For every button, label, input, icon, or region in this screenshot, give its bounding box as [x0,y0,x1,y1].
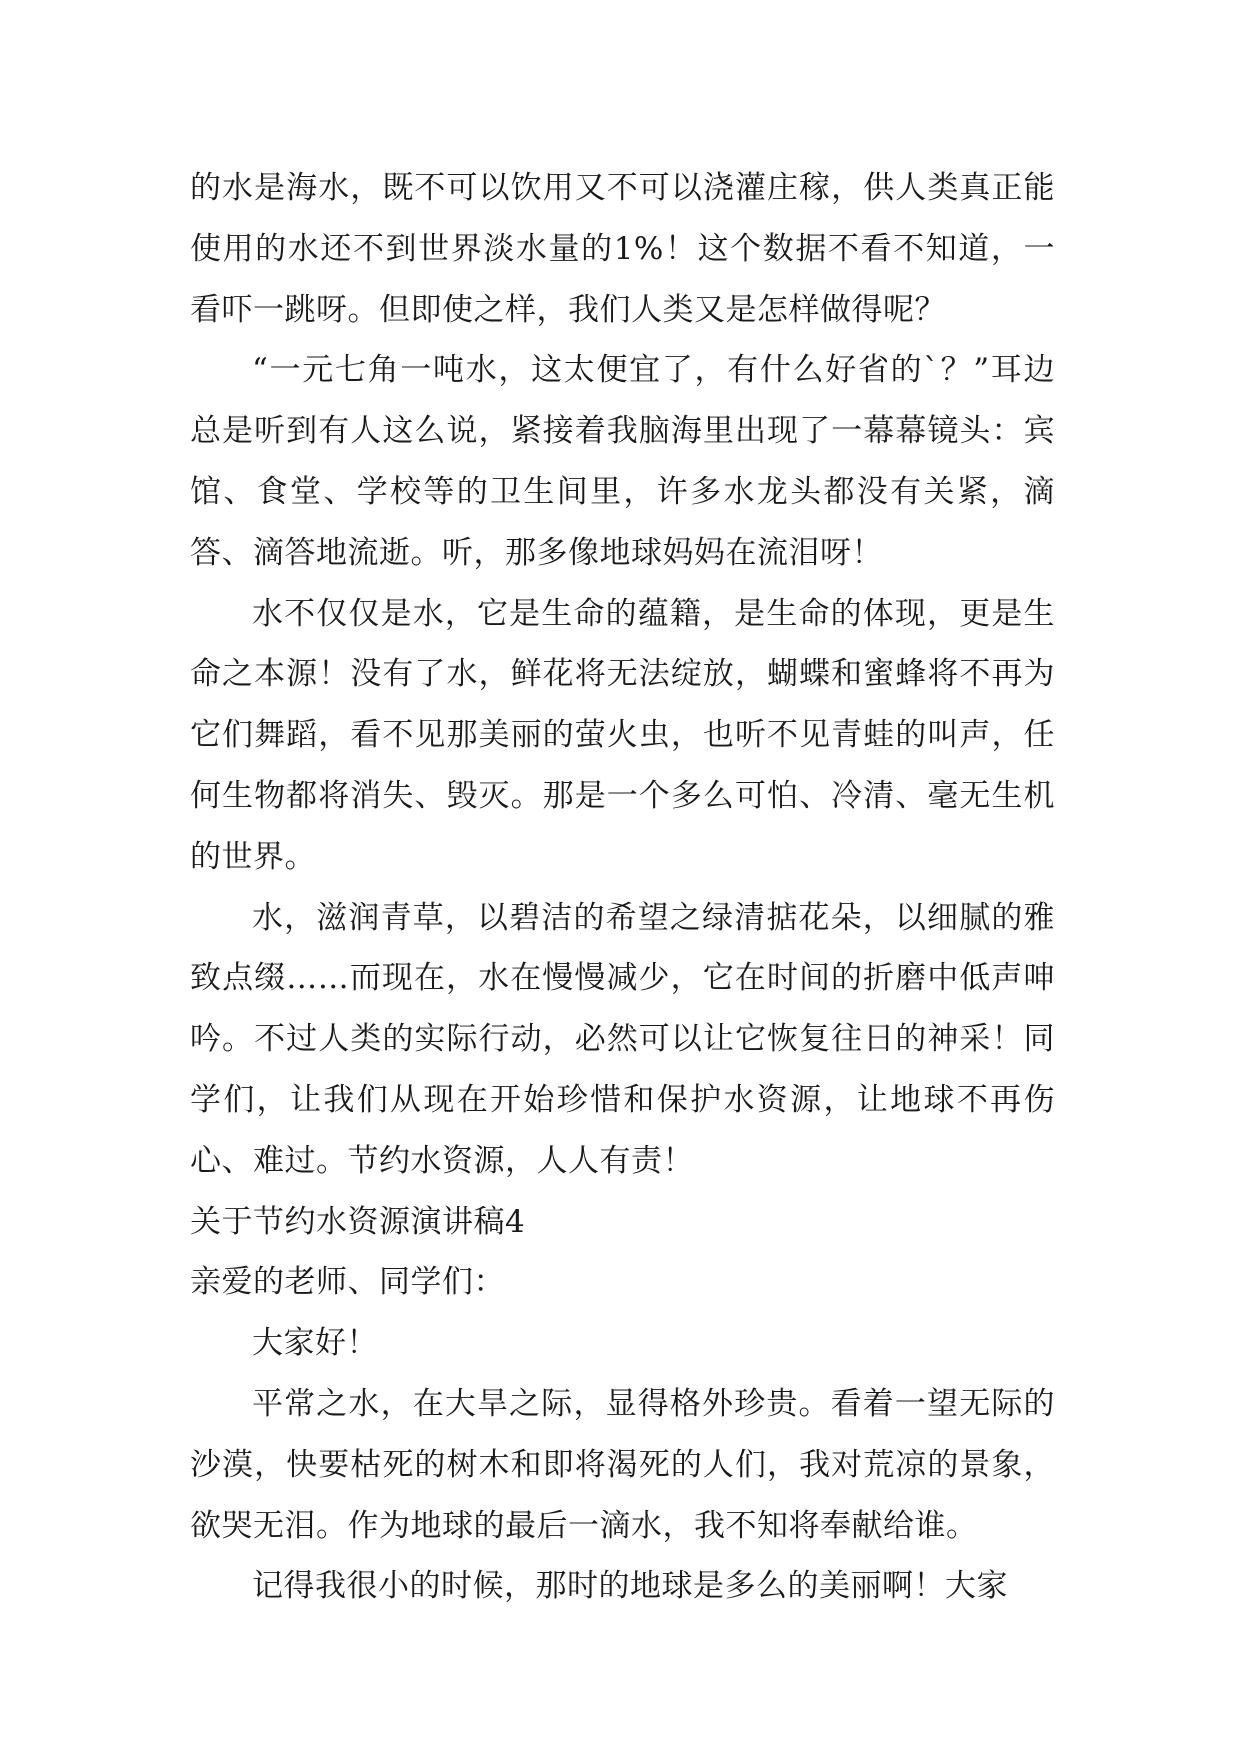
paragraph-water-life: 水不仅仅是水，它是生命的蕴籍，是生命的体现，更是生命之本源！没有了水，鲜花将无法绽放，蝴蝶和蜜蜂将不再为它们舞蹈，看不见那美丽的萤火虫，也听不见青蛙的叫声，任何生物都将消失、毁灭。那是一个多么可怕、冷清、毫无生机的世界。 [190,595,1055,875]
paragraph-continued: 的水是海水，既不可以饮用又不可以浇灌庄稼，供人类真正能使用的水还不到世界淡水量的1%！这个数据不看不知道，一看吓一跳呀。但即使之样，我们人类又是怎样做得呢？ [190,170,1055,328]
paragraph-water-poem: 水，滋润青草，以碧洁的希望之绿清掂花朵，以细腻的雅致点缀……而现在，水在慢慢减少，它在时间的折磨中低声呻吟。不过人类的实际行动，必然可以让它恢复往日的神采！同学们，让我们从现在开始珍惜和保护水资源，让地球不再伤心、难过。节约水资源，人人有责！ [190,899,1055,1179]
salutation: 亲爱的老师、同学们： [190,1264,505,1301]
greeting: 大家好！ [252,1325,378,1362]
paragraph-memory: 记得我很小的时候，那时的地球是多么的美丽啊！大家 [252,1568,1008,1605]
paragraph-drought: 平常之水，在大旱之际，显得格外珍贵。看着一望无际的沙漠，快要枯死的树木和即将渴死的人们，我对荒凉的景象，欲哭无泪。作为地球的最后一滴水，我不知将奉献给谁。 [190,1385,1055,1544]
document-body [190,158,1055,1617]
section-title: 关于节约水资源演讲稿4 [190,1203,526,1240]
paragraph-price-quote: “一元七角一吨水，这太便宜了，有什么好省的`？”耳边总是听到有人这么说，紧接着我脑海里出现了一幕幕镜头：宾馆、食堂、学校等的卫生间里，许多水龙头都没有关紧，滴答、滴答地流逝。听，那多像地球妈妈在流泪呀！ [190,352,1055,571]
